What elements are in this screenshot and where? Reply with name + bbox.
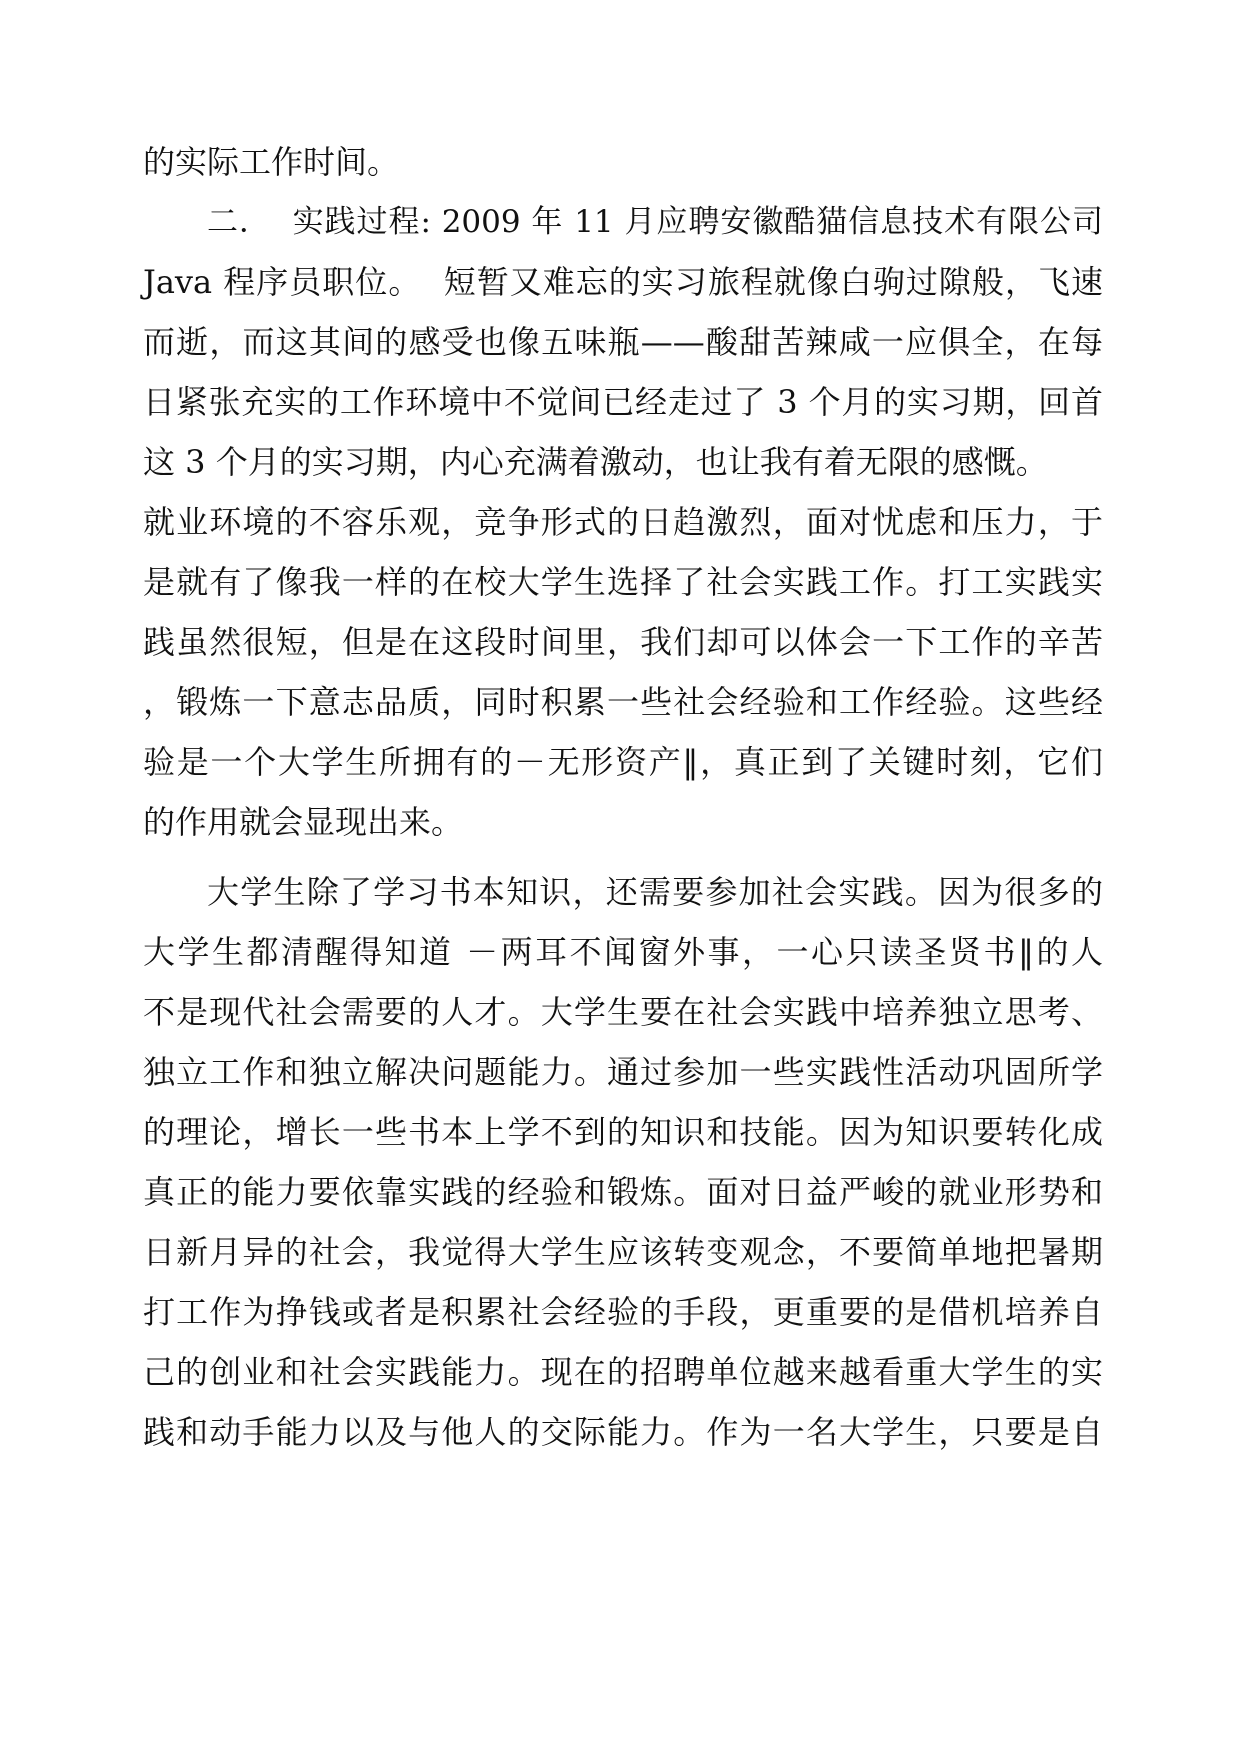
text-line: 打工作为挣钱或者是积累社会经验的手段，更重要的是借机培养自 [143, 1293, 1103, 1331]
text-line: 独立工作和独立解决问题能力。通过参加一些实践性活动巩固所学 [143, 1053, 1103, 1091]
text-line: 的理论，增长一些书本上学不到的知识和技能。因为知识要转化成 [143, 1113, 1103, 1151]
text-line: 的作用就会显现出来。 [143, 803, 464, 841]
text-line: 大学生都清醒得知道 －两耳不闻窗外事，一心只读圣贤书‖的人 [143, 933, 1103, 971]
text-line: 大学生除了学习书本知识，还需要参加社会实践。因为很多的 [207, 873, 1103, 911]
text-line: 不是现代社会需要的人才。大学生要在社会实践中培养独立思考、 [143, 993, 1103, 1031]
text-line: 而逝，而这其间的感受也像五味瓶——酸甜苦辣咸一应俱全，在每 [143, 323, 1103, 361]
text-line: 践虽然很短，但是在这段时间里，我们却可以体会一下工作的辛苦 [143, 623, 1103, 661]
text-line: 是就有了像我一样的在校大学生选择了社会实践工作。打工实践实 [143, 563, 1103, 601]
text-line: 日新月异的社会，我觉得大学生应该转变观念，不要简单地把暑期 [143, 1233, 1103, 1271]
text-line: 二． 实践过程: 2009 年 11 月应聘安徽酷猫信息技术有限公司 [207, 204, 1103, 240]
text-line: 验是一个大学生所拥有的－无形资产‖，真正到了关键时刻，它们 [143, 743, 1103, 781]
text-line: 的实际工作时间。 [143, 143, 400, 181]
text-line: 就业环境的不容乐观，竞争形式的日趋激烈，面对忧虑和压力，于 [143, 503, 1103, 541]
text-line: 己的创业和社会实践能力。现在的招聘单位越来越看重大学生的实 [143, 1353, 1103, 1391]
text-line: ，锻炼一下意志品质，同时积累一些社会经验和工作经验。这些经 [143, 683, 1103, 721]
text-line: 日紧张充实的工作环境中不觉间已经走过了 3 个月的实习期，回首 [143, 383, 1103, 421]
text-line: 真正的能力要依靠实践的经验和锻炼。面对日益严峻的就业形势和 [143, 1173, 1103, 1211]
text-line: 这 3 个月的实习期，内心充满着激动，也让我有着无限的感慨。 [143, 443, 1048, 481]
text-line: 践和动手能力以及与他人的交际能力。作为一名大学生，只要是自 [143, 1413, 1103, 1451]
text-line: Java 程序员职位。 短暂又难忘的实习旅程就像白驹过隙般，飞速 [143, 263, 1103, 301]
